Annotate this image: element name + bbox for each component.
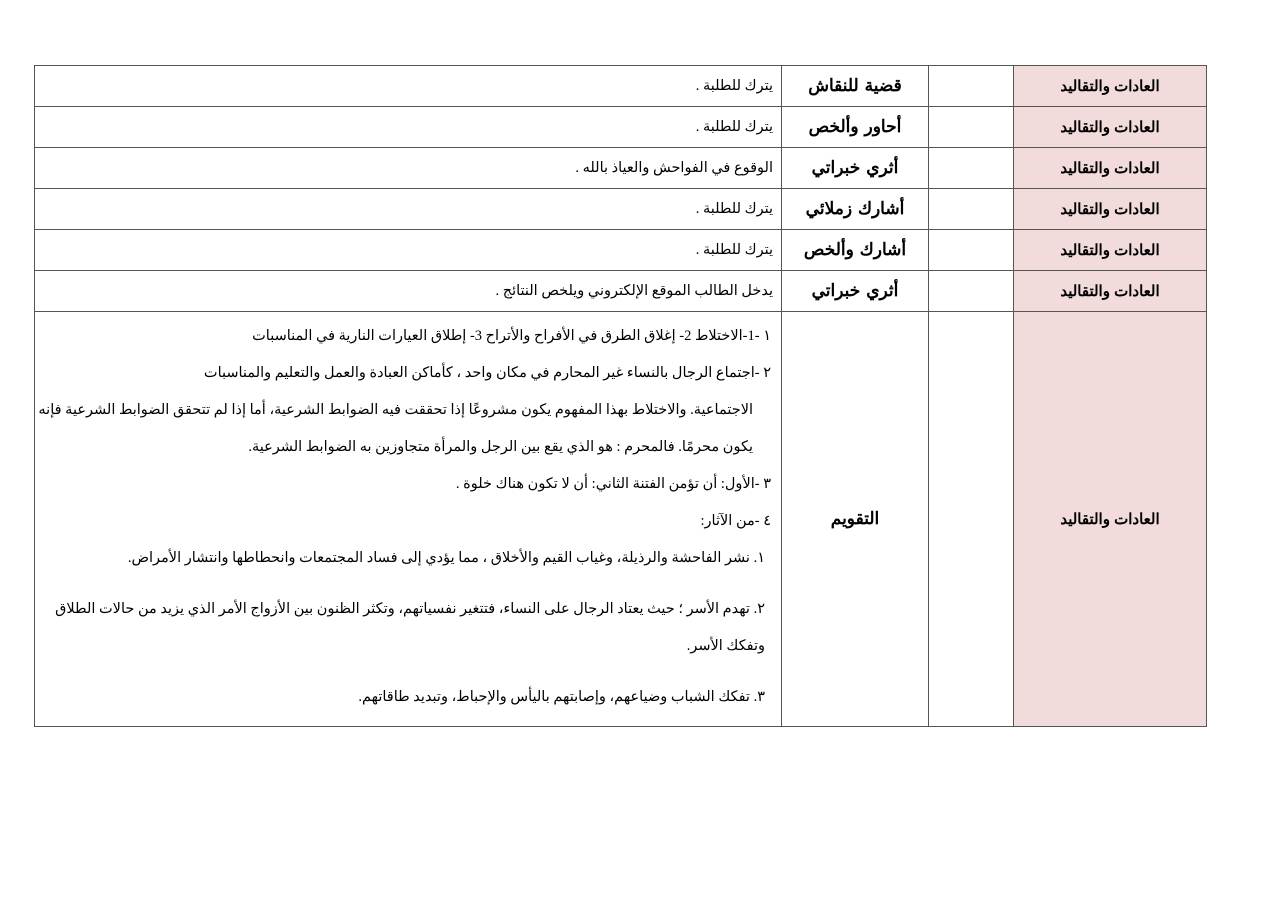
topic-cell: العادات والتقاليد — [1014, 312, 1207, 727]
empty-cell — [929, 189, 1014, 230]
activity-cell: أثري خبراتي — [782, 271, 929, 312]
topic-cell: العادات والتقاليد — [1014, 271, 1207, 312]
content-cell: الوقوع في الفواحش والعياذ بالله . — [35, 148, 782, 189]
lesson-table — [34, 65, 1207, 727]
evaluation-row — [35, 312, 1207, 727]
empty-cell — [929, 271, 1014, 312]
answer-3: ٣ -الأول: أن تؤمن الفتنة الثاني: أن لا تكون هناك خلوة . — [455, 476, 771, 492]
topic-cell: العادات والتقاليد — [1014, 107, 1207, 148]
content-cell: يترك للطلبة . — [35, 189, 782, 230]
topic-cell: العادات والتقاليد — [1014, 230, 1207, 271]
activity-cell: أحاور وألخص — [782, 107, 929, 148]
table-row — [35, 230, 1207, 271]
spacer — [35, 665, 781, 679]
table-row — [35, 271, 1207, 312]
topic-cell: العادات والتقاليد — [1014, 189, 1207, 230]
content-cell: يدخل الطالب الموقع الإلكتروني ويلخص النتائج . — [35, 271, 782, 312]
empty-cell — [929, 230, 1014, 271]
activity-cell: أشارك وألخص — [782, 230, 929, 271]
content-cell: يترك للطلبة . — [35, 230, 782, 271]
effect-item-2: ٢. تهدم الأسر ؛ حيث يعتاد الرجال على النساء، فتتغير نفسياتهم، وتكثر الظنون بين الأزواج الأمر الذي يزيد من حالات الطلاق وتفكك الأسر. — [55, 601, 765, 654]
topic-cell: العادات والتقاليد — [1014, 148, 1207, 189]
empty-cell — [929, 107, 1014, 148]
table-row — [35, 189, 1207, 230]
content-cell: يترك للطلبة . — [35, 66, 782, 107]
empty-cell — [929, 312, 1014, 727]
content-cell: يترك للطلبة . — [35, 107, 782, 148]
topic-cell: العادات والتقاليد — [1014, 66, 1207, 107]
activity-cell: قضية للنقاش — [782, 66, 929, 107]
effect-item-1: ١. نشر الفاحشة والرذيلة، وغياب القيم والأخلاق ، مما يؤدي إلى فساد المجتمعات وانحطاطها وانتشار الأمراض. — [127, 550, 765, 566]
evaluation-content — [35, 312, 782, 727]
answer-4: ٤ -من الآثار: — [700, 513, 771, 529]
effect-item-3: ٣. تفكك الشباب وضياعهم، وإصابتهم باليأس والإحباط، وتبديد طاقاتهم. — [358, 689, 765, 705]
table-row — [35, 66, 1207, 107]
spacer — [35, 577, 781, 591]
activity-cell: أثري خبراتي — [782, 148, 929, 189]
empty-cell — [929, 66, 1014, 107]
empty-cell — [929, 148, 1014, 189]
answer-2: ٢ -اجتماع الرجال بالنساء غير المحارم في مكان واحد ، كأماكن العبادة والعمل والتعليم والمناسبات — [203, 365, 771, 381]
answer-1: ١ -1-الاختلاط 2- إغلاق الطرق في الأفراح والأتراح 3- إطلاق العيارات النارية في المناسبات — [252, 328, 771, 344]
answer-2-continued: الاجتماعية. والاختلاط بهذا المفهوم يكون مشروعًا إذا تحققت فيه الضوابط الشرعية، أما إذا لم تتحقق الضوابط الشرعية فإنه يكون محرمًا. فالمحرم : هو الذي يقع بين الرجل والمرأة متجاوزين به الضوابط الشرعية. — [38, 402, 753, 455]
activity-cell: التقويم — [782, 312, 929, 727]
activity-cell: أشارك زملائي — [782, 189, 929, 230]
table-row — [35, 148, 1207, 189]
table-row — [35, 107, 1207, 148]
